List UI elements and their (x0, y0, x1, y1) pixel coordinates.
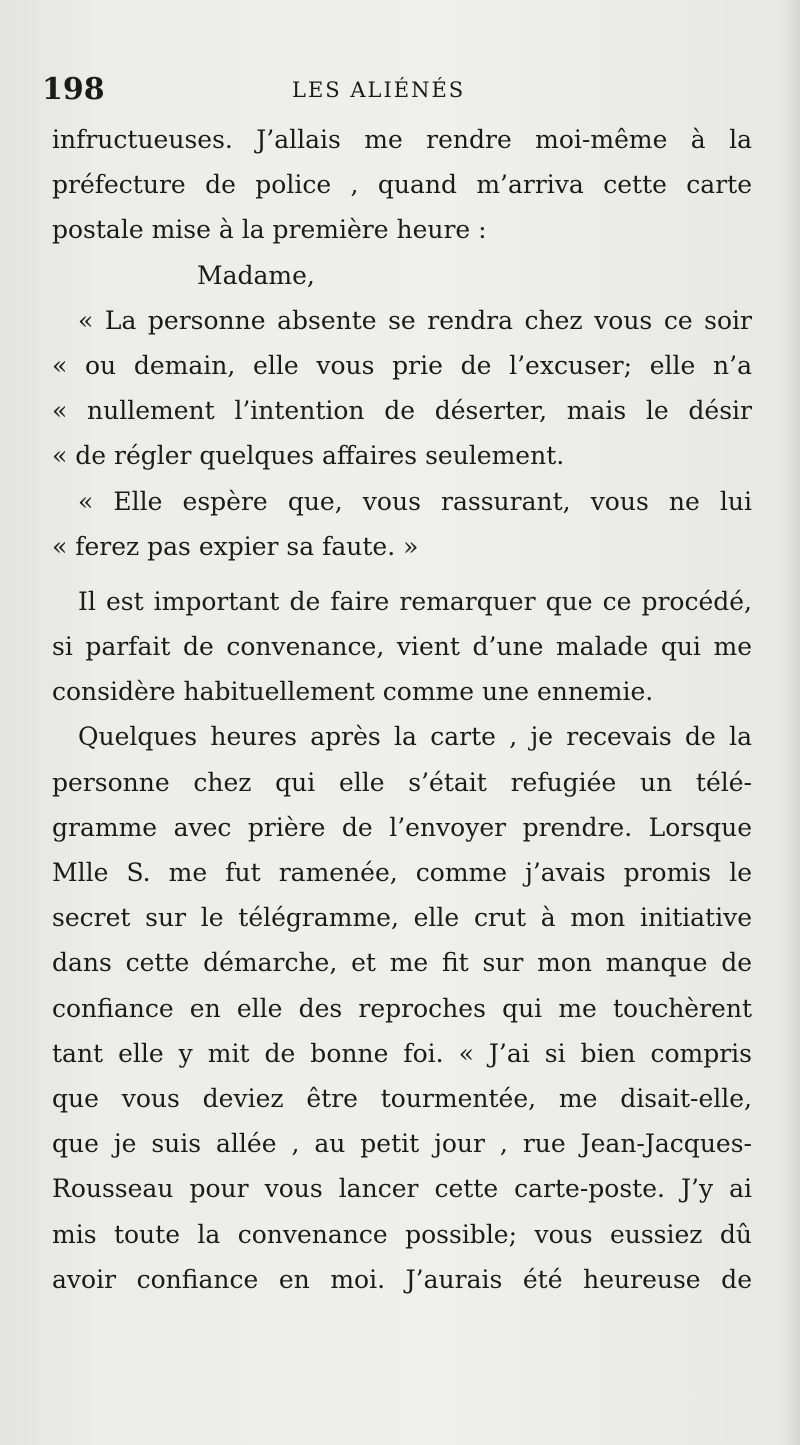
text-line: Il est important de faire remarquer que ce procédé, (78, 586, 752, 616)
text-line: si parfait de convenance, vient d’une malade qui me (52, 632, 752, 662)
paragraph-gap (52, 569, 752, 579)
text-line: gramme avec prière de l’envoyer prendre. Lorsque (52, 812, 752, 842)
body-text (52, 117, 752, 1302)
text-line: mis toute la convenance possible; vous eussiez dû (52, 1219, 752, 1249)
text-line: secret sur le télégramme, elle crut à mon initiative (52, 903, 752, 933)
text-line: que je suis allée , au petit jour , rue Jean-Jacques- (52, 1129, 752, 1159)
text-line: « de régler quelques affaires seulement. (52, 441, 565, 471)
letter-salutation: Madame, (197, 260, 315, 290)
running-head: LES ALIÉNÉS (292, 78, 466, 102)
text-line: tant elle y mit de bonne foi. « J’ai si bien compris (52, 1038, 752, 1068)
text-line: « ou demain, elle vous prie de l’excuser; elle n’a (52, 350, 752, 380)
text-line: postale mise à la première heure : (52, 215, 487, 245)
text-line: Quelques heures après la carte , je recevais de la (78, 722, 752, 752)
page-edge-shadow (782, 0, 800, 1445)
text-line: que vous deviez être tourmentée, me disait-elle, (52, 1083, 752, 1113)
text-line: « ferez pas expier sa faute. » (52, 531, 419, 561)
text-line: confiance en elle des reproches qui me touchèrent (52, 993, 752, 1023)
text-line: infructueuses. J’allais me rendre moi-même à la (52, 125, 752, 154)
text-line: avoir confiance en moi. J’aurais été heureuse de (52, 1264, 752, 1294)
text-line: Rousseau pour vous lancer cette carte-poste. J’y ai (52, 1174, 752, 1204)
text-line: « Elle espère que, vous rassurant, vous ne lui (78, 486, 752, 516)
page-number: 198 (42, 72, 105, 107)
text-line: Mlle S. me fut ramenée, comme j’avais promis le (52, 858, 752, 887)
page-header (42, 72, 757, 112)
text-line: « nullement l’intention de déserter, mais le désir (52, 396, 752, 426)
text-line: dans cette démarche, et me fit sur mon manque de (52, 948, 752, 978)
text-line: « La personne absente se rendra chez vous ce soir (78, 305, 752, 335)
text-line: préfecture de police , quand m’arriva cette carte (52, 170, 752, 200)
text-line: considère habituellement comme une ennemie. (52, 677, 654, 707)
text-line: personne chez qui elle s’était refugiée un télé- (52, 767, 752, 797)
